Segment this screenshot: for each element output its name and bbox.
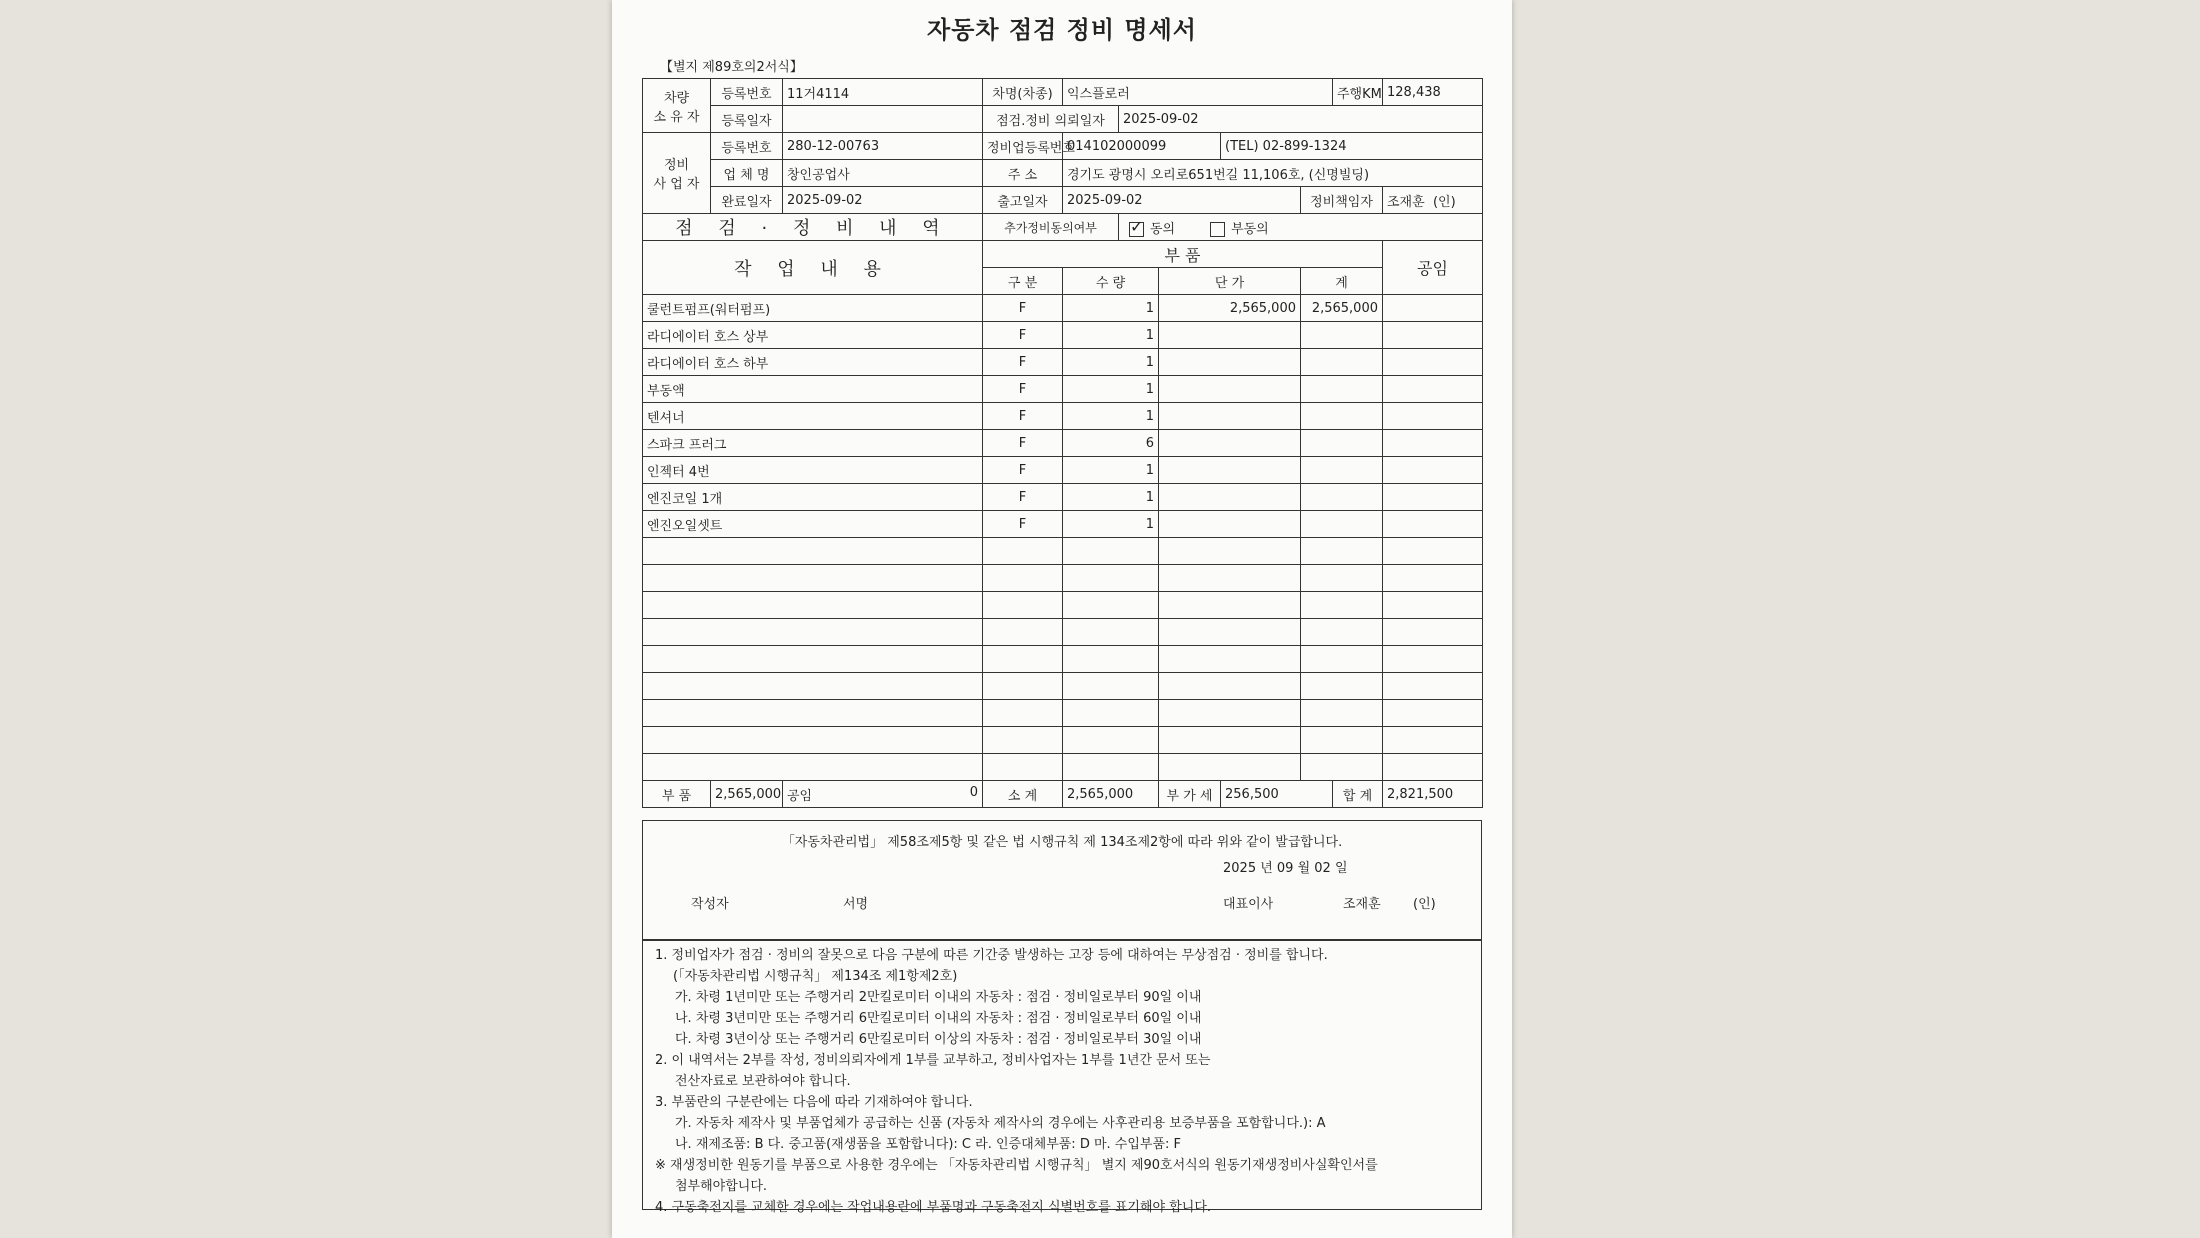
work-row — [643, 457, 1483, 484]
part-qty: 1 — [1063, 511, 1159, 538]
work-row — [643, 376, 1483, 403]
biz-reg-label: 정비업등록번호 — [983, 133, 1063, 160]
part-qty: 1 — [1063, 403, 1159, 430]
part-type: F — [983, 457, 1063, 484]
part-qty — [1063, 727, 1159, 754]
labor-cost — [1383, 673, 1483, 700]
grand-label: 합 계 — [1333, 781, 1383, 808]
done-date: 2025-09-02 — [783, 187, 983, 214]
part-unit-price — [1159, 376, 1301, 403]
parts-header: 부 품 — [983, 241, 1383, 268]
labor-cost — [1383, 484, 1483, 511]
labor-cost — [1383, 646, 1483, 673]
part-total — [1301, 349, 1383, 376]
part-total — [1301, 322, 1383, 349]
work-item: 라디에이터 호스 상부 — [643, 322, 983, 349]
work-item — [643, 538, 983, 565]
labor-cost — [1383, 565, 1483, 592]
work-item: 엔진오일셋트 — [643, 511, 983, 538]
col-type: 구 분 — [983, 268, 1063, 295]
owner-section-label: 차량 소 유 자 — [643, 79, 711, 133]
owner-reg-date-label: 등록일자 — [711, 106, 783, 133]
part-total — [1301, 430, 1383, 457]
work-row — [643, 727, 1483, 754]
part-type — [983, 565, 1063, 592]
owner-reg-no: 11거4114 — [783, 79, 983, 106]
part-qty — [1063, 619, 1159, 646]
total-parts-label: 부 품 — [643, 781, 711, 808]
labor-cost — [1383, 511, 1483, 538]
part-unit-price — [1159, 430, 1301, 457]
model-value: 익스플로러 — [1063, 79, 1333, 106]
part-type — [983, 538, 1063, 565]
part-total — [1301, 619, 1383, 646]
part-qty — [1063, 673, 1159, 700]
work-item — [643, 754, 983, 781]
note-line: 가. 자동차 제작사 및 부품업체가 공급하는 신품 (자동차 제작사의 경우에는 사후관리용 보증부품을 포함합니다.): A — [675, 1116, 1326, 1131]
declaration-date: 2025 년 09 월 02 일 — [1223, 861, 1348, 876]
part-total — [1301, 403, 1383, 430]
note-line: 가. 차령 1년미만 또는 주행거리 2만킬로미터 이내의 자동차 : 점검 · 정비일로부터 90일 이내 — [675, 990, 1202, 1005]
work-row — [643, 673, 1483, 700]
work-row — [643, 511, 1483, 538]
ceo-seal: (인) — [1413, 897, 1436, 912]
part-unit-price — [1159, 727, 1301, 754]
note-line: ※ 재생정비한 원동기를 부품으로 사용한 경우에는 「자동차관리법 시행규칙」 별지 제90호서식의 원동기재생정비사실확인서를 — [655, 1158, 1378, 1173]
part-qty: 1 — [1063, 295, 1159, 322]
part-qty: 6 — [1063, 430, 1159, 457]
note-line: 2. 이 내역서는 2부를 작성, 정비의뢰자에게 1부를 교부하고, 정비사업자는 1부를 1년간 문서 또는 — [655, 1053, 1211, 1068]
part-unit-price — [1159, 592, 1301, 619]
part-type: F — [983, 376, 1063, 403]
part-qty: 1 — [1063, 457, 1159, 484]
work-section-title: 점 검 · 정 비 내 역 — [643, 214, 983, 241]
labor-cost — [1383, 403, 1483, 430]
labor-cost — [1383, 430, 1483, 457]
part-type — [983, 619, 1063, 646]
shop-tel: (TEL) 02-899-1324 — [1221, 133, 1483, 160]
part-type: F — [983, 430, 1063, 457]
part-total: 2,565,000 — [1301, 295, 1383, 322]
part-total — [1301, 511, 1383, 538]
manager-label: 정비책임자 — [1301, 187, 1383, 214]
work-item: 엔진코일 1개 — [643, 484, 983, 511]
grand-value: 2,821,500 — [1383, 781, 1483, 808]
note-line: 나. 재제조품: B 다. 중고품(재생품을 포함합니다): C 라. 인증대체부품: D 마. 수입부품: F — [675, 1137, 1182, 1152]
work-item — [643, 646, 983, 673]
labor-cost — [1383, 727, 1483, 754]
shop-name-label: 업 체 명 — [711, 160, 783, 187]
labor-cost — [1383, 619, 1483, 646]
part-unit-price — [1159, 646, 1301, 673]
part-type: F — [983, 322, 1063, 349]
part-type: F — [983, 484, 1063, 511]
part-total — [1301, 673, 1383, 700]
work-item — [643, 727, 983, 754]
part-qty: 1 — [1063, 376, 1159, 403]
subtotal-label: 소 계 — [983, 781, 1063, 808]
work-row — [643, 646, 1483, 673]
total-labor: 0 — [969, 784, 978, 800]
consent-options — [1119, 214, 1483, 241]
labor-cost — [1383, 322, 1483, 349]
part-total — [1301, 592, 1383, 619]
part-unit-price: 2,565,000 — [1159, 295, 1301, 322]
part-type — [983, 727, 1063, 754]
invoice-paper — [612, 0, 1512, 1238]
part-type — [983, 754, 1063, 781]
model-label: 차명(차종) — [983, 79, 1063, 106]
declaration-text: 「자동차관리법」 제58조제5항 및 같은 법 시행규칙 제 134조제2항에 따라 위와 같이 발급합니다. — [781, 835, 1343, 850]
part-total — [1301, 754, 1383, 781]
release-date: 2025-09-02 — [1063, 187, 1301, 214]
agree-checkbox[interactable] — [1129, 222, 1144, 237]
labor-cost — [1383, 295, 1483, 322]
part-qty: 1 — [1063, 484, 1159, 511]
work-item — [643, 700, 983, 727]
request-date: 2025-09-02 — [1119, 106, 1483, 133]
part-type: F — [983, 511, 1063, 538]
part-unit-price — [1159, 754, 1301, 781]
vat-label: 부 가 세 — [1159, 781, 1221, 808]
work-item — [643, 592, 983, 619]
part-unit-price — [1159, 322, 1301, 349]
request-date-label: 점검.정비 의뢰일자 — [983, 106, 1119, 133]
note-line: 4. 구동축전지를 교체한 경우에는 작업내용란에 부품명과 구동축전지 식별번호를 표기해야 합니다. — [655, 1200, 1212, 1215]
part-total — [1301, 484, 1383, 511]
part-unit-price — [1159, 619, 1301, 646]
agree-label: 동의 — [1150, 221, 1176, 237]
km-value: 128,438 — [1383, 79, 1483, 106]
labor-cost — [1383, 376, 1483, 403]
part-total — [1301, 565, 1383, 592]
owner-reg-date — [783, 106, 983, 133]
address-value: 경기도 광명시 오리로651번길 11,106호, (신명빌딩) — [1063, 160, 1483, 187]
labor-header: 공임 — [1383, 241, 1483, 295]
labor-cost — [1383, 457, 1483, 484]
shop-reg-no-label: 등록번호 — [711, 133, 783, 160]
part-qty — [1063, 592, 1159, 619]
done-date-label: 완료일자 — [711, 187, 783, 214]
labor-cost — [1383, 700, 1483, 727]
labor-cost — [1383, 754, 1483, 781]
sign-label: 서명 — [843, 897, 869, 912]
work-row — [643, 592, 1483, 619]
part-type — [983, 673, 1063, 700]
work-row — [643, 700, 1483, 727]
part-total — [1301, 700, 1383, 727]
part-unit-price — [1159, 565, 1301, 592]
work-item: 라디에이터 호스 하부 — [643, 349, 983, 376]
col-qty: 수 량 — [1063, 268, 1159, 295]
part-qty — [1063, 565, 1159, 592]
part-unit-price — [1159, 349, 1301, 376]
writer-label: 작성자 — [691, 897, 729, 912]
km-label: 주행KM — [1333, 79, 1383, 106]
work-item — [643, 565, 983, 592]
col-unit: 단 가 — [1159, 268, 1301, 295]
shop-reg-no: 280-12-00763 — [783, 133, 983, 160]
work-item: 인젝터 4번 — [643, 457, 983, 484]
vat-value: 256,500 — [1221, 781, 1333, 808]
shop-name: 창인공업사 — [783, 160, 983, 187]
work-item: 쿨런트펌프(워터펌프) — [643, 295, 983, 322]
note-line: 다. 차령 3년이상 또는 주행거리 6만킬로미터 이상의 자동차 : 점검 · 정비일로부터 30일 이내 — [675, 1032, 1202, 1047]
part-total — [1301, 457, 1383, 484]
part-type: F — [983, 349, 1063, 376]
work-rows — [643, 295, 1483, 781]
part-unit-price — [1159, 484, 1301, 511]
col-total: 계 — [1301, 268, 1383, 295]
part-total — [1301, 376, 1383, 403]
work-row — [643, 403, 1483, 430]
total-labor-label: 공임 — [787, 788, 813, 804]
part-qty: 1 — [1063, 349, 1159, 376]
work-item: 부동액 — [643, 376, 983, 403]
labor-cost — [1383, 538, 1483, 565]
note-line: 첨부해야합니다. — [675, 1179, 768, 1194]
shop-section-label: 정비 사 업 자 — [643, 133, 711, 214]
form-title: 자동차 점검 정비 명세서 — [927, 16, 1197, 44]
part-type — [983, 646, 1063, 673]
part-qty — [1063, 754, 1159, 781]
part-qty: 1 — [1063, 322, 1159, 349]
invoice-table — [642, 78, 1483, 808]
labor-cost — [1383, 349, 1483, 376]
owner-reg-no-label: 등록번호 — [711, 79, 783, 106]
part-total — [1301, 538, 1383, 565]
address-label: 주 소 — [983, 160, 1063, 187]
part-unit-price — [1159, 673, 1301, 700]
note-line: 3. 부품란의 구분란에는 다음에 따라 기재하여야 합니다. — [655, 1095, 973, 1110]
work-row — [643, 619, 1483, 646]
work-row — [643, 754, 1483, 781]
form-subtitle: 【별지 제89호의2서식】 — [660, 60, 803, 75]
work-item — [643, 673, 983, 700]
work-row — [643, 322, 1483, 349]
part-unit-price — [1159, 700, 1301, 727]
part-qty — [1063, 646, 1159, 673]
work-row — [643, 295, 1483, 322]
biz-reg-value: 014102000099 — [1063, 133, 1221, 160]
ceo-label: 대표이사 — [1223, 897, 1274, 912]
manager-value: 조재훈 (인) — [1383, 187, 1483, 214]
work-item: 텐셔너 — [643, 403, 983, 430]
labor-cost — [1383, 592, 1483, 619]
part-unit-price — [1159, 538, 1301, 565]
part-type — [983, 592, 1063, 619]
part-type: F — [983, 403, 1063, 430]
note-line: 나. 차령 3년미만 또는 주행거리 6만킬로미터 이내의 자동차 : 점검 · 정비일로부터 60일 이내 — [675, 1011, 1202, 1026]
note-line: 전산자료로 보관하여야 합니다. — [675, 1074, 851, 1089]
part-qty — [1063, 700, 1159, 727]
declaration-box — [642, 820, 1482, 940]
work-row — [643, 484, 1483, 511]
work-row — [643, 538, 1483, 565]
work-item: 스파크 프러그 — [643, 430, 983, 457]
total-parts: 2,565,000 — [711, 781, 783, 808]
part-type — [983, 700, 1063, 727]
note-line: 1. 정비업자가 점검 · 정비의 잘못으로 다음 구분에 따른 기간중 발생하는 고장 등에 대하여는 무상점검 · 정비를 합니다. — [655, 948, 1328, 963]
part-total — [1301, 727, 1383, 754]
consent-label: 추가정비동의여부 — [983, 214, 1119, 241]
ceo-name: 조재훈 — [1343, 897, 1381, 912]
part-qty — [1063, 538, 1159, 565]
manager-seal: (인) — [1432, 194, 1456, 210]
notes-box — [642, 940, 1482, 1215]
part-unit-price — [1159, 511, 1301, 538]
work-item — [643, 619, 983, 646]
work-row — [643, 430, 1483, 457]
part-unit-price — [1159, 457, 1301, 484]
work-row — [643, 565, 1483, 592]
part-unit-price — [1159, 403, 1301, 430]
release-date-label: 출고일자 — [983, 187, 1063, 214]
total-labor-cell — [783, 781, 983, 808]
disagree-label: 부동의 — [1231, 221, 1269, 237]
work-header: 작 업 내 용 — [643, 241, 983, 295]
disagree-checkbox[interactable] — [1210, 222, 1225, 237]
work-row — [643, 349, 1483, 376]
part-type: F — [983, 295, 1063, 322]
subtotal-value: 2,565,000 — [1063, 781, 1159, 808]
part-total — [1301, 646, 1383, 673]
note-line: (「자동차관리법 시행규칙」 제134조 제1항제2호) — [673, 969, 958, 984]
